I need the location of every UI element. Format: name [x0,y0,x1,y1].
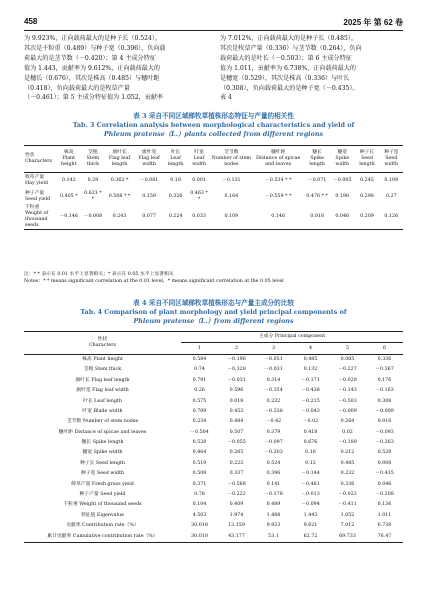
table4-cell: 0.008 [377,460,392,466]
table4-cell: －0.504 [190,429,209,435]
table4-row [24,490,403,500]
table4-cell: －0.568 [227,481,246,487]
table4-cell: 0.132 [303,367,318,373]
table4-row [24,448,403,458]
body-line: （0.308），负向载荷最大的是种子宽（－0.435）。 [220,84,359,92]
table4-cell: －0.031 [227,377,246,383]
table4-cell: －0.009 [338,408,357,414]
table4 [24,331,403,543]
table4-cell: 0.709 [192,408,207,414]
table4-row-label: 旗叶宽 Flag leaf width [76,388,129,394]
table4-cell: 0.575 [192,398,207,404]
table4-cell: －0.367 [375,367,394,373]
table4-row-label: 穗叶距 Distance of spicae and leaves [58,429,147,435]
table4-row [24,459,403,469]
table4-cell: －0.42 [265,419,282,425]
table3-header-cell: 种子宽 Seed width [380,146,403,173]
right-column-text [220,34,403,103]
page-number: 458 [24,17,38,26]
table4-cell: 0.222 [229,460,244,466]
table4-cell: 0.524 [266,460,281,466]
table4-cell: 0.452 [229,408,244,414]
table4-caption-en-2: Phleum pratense（L.）from different regions [133,317,294,325]
table4-row-label: 鲜草产量 Fresh grass yield [71,481,134,487]
table4-cell: 43.177 [218,531,255,542]
table4-cell: 0.018 [229,398,244,404]
body-line: （0.418），负向载荷最大的是牧草产量 [24,84,130,92]
table4-cell: －0.503 [338,398,357,404]
table4-row [24,354,403,365]
table4-cell: 0.016 [377,419,392,425]
table4-cell: 0.02 [342,429,353,435]
table4-cell: －0.438 [301,388,320,394]
table4-cell: 1.974 [229,512,244,518]
table4-pc-header: 主成分 Principal component [181,332,403,343]
table4-cell: －0.144 [301,471,320,477]
table4-cell: －0.208 [375,492,394,498]
table4-cell: －0.178 [264,492,283,498]
table4-cell: 0.065 [329,354,366,365]
table4-cell: －0.411 [338,502,357,508]
table4-cell: 9.923 [266,523,281,529]
table4-cell: 0.418 [303,429,318,435]
body-line: 值为 1.011，贡献率为 6.738%，正向载荷最大的 [220,64,356,72]
table4-cell: 6.738 [377,523,392,529]
table4-cell: 1.011 [377,512,392,518]
table4-row [24,407,403,417]
table3-caption-en-2: Phleum pratense（L.）plants collected from different regions [103,130,324,138]
table4-row-label: 累计贡献率 Cumulative contribution rate（%） [24,531,181,542]
table4-row [24,365,403,375]
table4-cell: －0.031 [264,367,283,373]
table4-cell: 0.489 [266,502,281,508]
body-line: 值为 1.443，贡献率为 9.612%，正向载荷最大的 [24,64,160,72]
table4-cell: 0.508 [192,471,207,477]
table4-row [24,386,403,396]
body-line: 其次是千粒重（0.489）与种子宽（0.396），负向载 [24,44,166,52]
table4-cell: 0.791 [192,377,207,383]
table4-cell: 0.78 [194,492,205,498]
table4-cell: 0.584 [181,354,218,365]
table4-cell: 13.159 [228,523,245,529]
table3-header-cell: 叶长 Leaf length [163,146,187,173]
table4-cell: 0.104 [192,502,207,508]
body-line: 为 9.923%，正向载荷最大的是种子长（0.524）， [24,35,162,42]
table4-cell: －0.009 [375,408,394,414]
table4-row [24,500,403,510]
body-line: 是穗长（0.676），其次是株高（0.485）与穗叶距 [24,74,160,82]
table4-cell: －0.013 [301,492,320,498]
table4-row-label: 穗宽 Spike width [82,450,123,456]
table3-header-row [24,146,403,173]
journal-issue: 2025 年 第 62 卷 [343,18,403,27]
table4-cell: －0.163 [375,388,394,394]
table4-cell: －0.461 [301,481,320,487]
header-rule [24,30,403,31]
table4-row [24,417,403,427]
table4-cell: 7.012 [340,523,355,529]
table4-cell: 53.1 [255,531,292,542]
table4-row [24,531,403,542]
table3-header-cell: 穗长 Spike length [304,146,330,173]
body-line: 是穗宽（0.529），其次是株高（0.336）与叶长 [220,74,350,82]
table4-cell: 0.528 [192,440,207,446]
table4-row-label: 种子长 Seed length [79,460,126,466]
table4-cell: －0.263 [375,440,394,446]
table4-cell: 0.314 [266,377,281,383]
table3-note-cn: 注：* * 表示在 0.01 水平上显著相关；* 表示在 0.05 水平上显著相关 [24,272,174,277]
table4-cell: －0.171 [301,377,320,383]
table4-cell: －0.196 [218,354,255,365]
table4-cell: －0.227 [338,367,357,373]
table4-row [24,469,403,479]
table4-cell: －0.022 [338,492,357,498]
table4-row-label: 旗叶长 Flag leaf length [75,377,130,383]
table3 [24,145,403,230]
table4-row [24,428,403,438]
table4-body [24,354,403,542]
table4-row-label: 叶长 Leaf length [83,398,122,404]
table4-cell: 0.485 [340,460,355,466]
table3-header-cell: 叶宽 Leaf width [188,146,211,173]
table4-row-label: 株高 Plant height [24,354,181,365]
table4-cell: 62.72 [292,531,329,542]
left-column-text [24,34,207,103]
table4-row-label: 种子宽 Seed width [80,471,125,477]
table4-cell: 0.212 [340,450,355,456]
table4-caption-en-1: Tab. 4 Comparison of plant morphology and yield principal components of [80,308,347,316]
table4-cell: －0.094 [301,502,320,508]
table4-cell: 0.337 [229,471,244,477]
table4-cell: 1.488 [266,512,281,518]
table4-cell: －0.055 [227,440,246,446]
table4-cell: －0.328 [227,367,246,373]
table3-header-cell: 株高 Plant height [56,146,82,173]
table4-cell: －0.338 [264,408,283,414]
table4-cell: －0.02 [302,419,319,425]
table4-cell: 9.621 [303,523,318,529]
table4-row [24,376,403,386]
table4-cell: －0.435 [375,471,394,477]
table4-header-row [24,332,403,343]
table3-note-en: Notes：* * means significant correlation at the 0.01 level，* means significant correlation at the 0.05 level [24,279,284,284]
body-line: 其次是牧草产量（0.336）与茎节数（0.264），负向 [220,44,362,52]
table4-cell: －0.028 [338,377,357,383]
table4-row-label: 贡献率 Contribution rate（%） [66,523,139,529]
table4-cell: －0.093 [375,429,394,435]
table4-cell: －0.143 [338,388,357,394]
body-line: 荷最大的是茎节数（－0.420）；第 4 主成分特征 [24,54,156,62]
table4-cell: 0.596 [229,388,244,394]
table4-row-label: 茎节数 Number of stem nodes [66,419,139,425]
table4-row-label: 千粒重 Weight of thousand seeds [63,502,142,508]
table4-cell: 1.443 [303,512,318,518]
table3-row: 牧草产量 Hay yield 0.142 0.29 0.362 * －0.081 0.18 0.001 －0.131 －0.534 * * －0.071 －0.005 0.245 0.109 [24,173,403,190]
table4-cell: 0.379 [266,429,281,435]
table3-caption-cn: 表 3 采自不同区域梯牧草植株形态特征与产量的相关性 [133,112,294,120]
table4-traits-header: 性状 Characters [24,332,181,355]
table4-cell: 0.396 [266,471,281,477]
table4-cell: 0.234 [192,419,207,425]
table4-cell: －0.222 [227,492,246,498]
table4-cell: 0.308 [377,398,392,404]
table4-pc-number-row: 1 2 3 4 5 6 [197,345,387,351]
table4-cell: 0.485 [292,354,329,365]
table4-cell: 0.464 [192,450,207,456]
table4-cell: －0.354 [264,388,283,394]
table3-header-cell: 旗叶长 Flag leaf length [104,146,134,173]
table4-cell: 4.503 [192,512,207,518]
table4-cell: 0.141 [266,481,281,487]
table3-header-cell: 茎节数 Number of stem nodes [210,146,252,173]
table4-cell: 0.136 [377,502,392,508]
table4-cell: －0.097 [264,440,283,446]
table4-cell: －0.203 [264,450,283,456]
table3-header-cell: 茎粗 Stem thick [82,146,105,173]
table4-cell: 69.733 [329,531,366,542]
table3-header-cell: 穗宽 Spike width [330,146,354,173]
table4-cell: 0.371 [192,481,207,487]
table4-cell: 0.519 [192,460,207,466]
table4-cell: 0.676 [303,440,318,446]
table3-header-cell: 性状 Characters [24,146,56,173]
table4-caption-cn: 表 4 采自不同区域梯牧草植株形态与产量主成分的比较 [133,299,294,307]
table3-header-cell: 旗叶宽 Flag leaf width [135,146,164,173]
table4-cell: 0.176 [377,377,392,383]
table4-cell: 0.507 [229,429,244,435]
table3-header-cell: 种子长 Seed length [354,146,379,173]
body-line: 载荷最大的是叶长（－0.503）；第 6 主成分特征 [220,54,352,62]
table4-row-label: 穗长 Spike length [81,440,124,446]
table4-cell: 76.47 [366,531,403,542]
table4-cell: 30.018 [191,523,208,529]
table4-row [24,479,403,489]
table4-cell: 0.18 [305,450,316,456]
table4-cell: 0.232 [266,398,281,404]
table4-row [24,511,403,521]
body-line: 为 7.012%，正向载荷最大的是种子长（0.485）， [220,35,358,42]
table4-cell: －0.043 [301,408,320,414]
table4-cell: 0.336 [340,481,355,487]
table4-row [24,521,403,531]
table4-cell: －0.189 [338,440,357,446]
table4-cell: 0.26 [194,388,205,394]
table4-cell: 0.529 [377,450,392,456]
table4-row [24,396,403,406]
table4-row-label: 茎粗 Stem thick [83,367,122,373]
table4-cell: －0.051 [255,354,292,365]
table4-cell: 30.018 [181,531,218,542]
table4-cell: 0.484 [229,419,244,425]
page-header [24,17,403,29]
table4-cell: 1.052 [340,512,355,518]
body-line: 表 4 [220,94,232,102]
table3-caption-en-1: Tab. 3 Correlation analysis between morphological characteristics and yield of [72,121,355,129]
table4-row-label: 种子产量 Seed yield [79,492,126,498]
table4-cell: 0.74 [194,367,205,373]
table4-cell: 0.12 [305,460,316,466]
table4-row-label: 叶宽 Blade width [82,408,123,414]
table4-cell: 0.046 [377,481,392,487]
table4-cell: 0.232 [340,471,355,477]
table4-cell: 0.264 [340,419,355,425]
body-line: （－0.461）；第 5 主成分特征值为 1.052，贡献率 [24,94,164,102]
table4-row [24,438,403,448]
table3-header-cell: 穗叶距 Distance of spicae and leaves [252,146,304,173]
table4-cell: －0.215 [301,398,320,404]
table4-cell: 0.336 [366,354,403,365]
table4-cell: 0.265 [229,450,244,456]
table4-cell: 0.409 [229,502,244,508]
table3-row: 种子产量 Seed yield 0.405 * 0.621 * * 0.508 * * 0.159 0.326 0.463 * * 0.164 －0.559 * * 0.476 * * 0.198 0.298 0.27 [25,191,397,202]
table3-row: 千粒重 Weight of thousand seeds －0.146 －0.008 0.243 0.077 0.224 0.033 0.109 0.146 0.018 0.046 0.209 0.126 [24,205,403,230]
table4-row-label: 特征值 Eigenvalue [81,512,124,518]
